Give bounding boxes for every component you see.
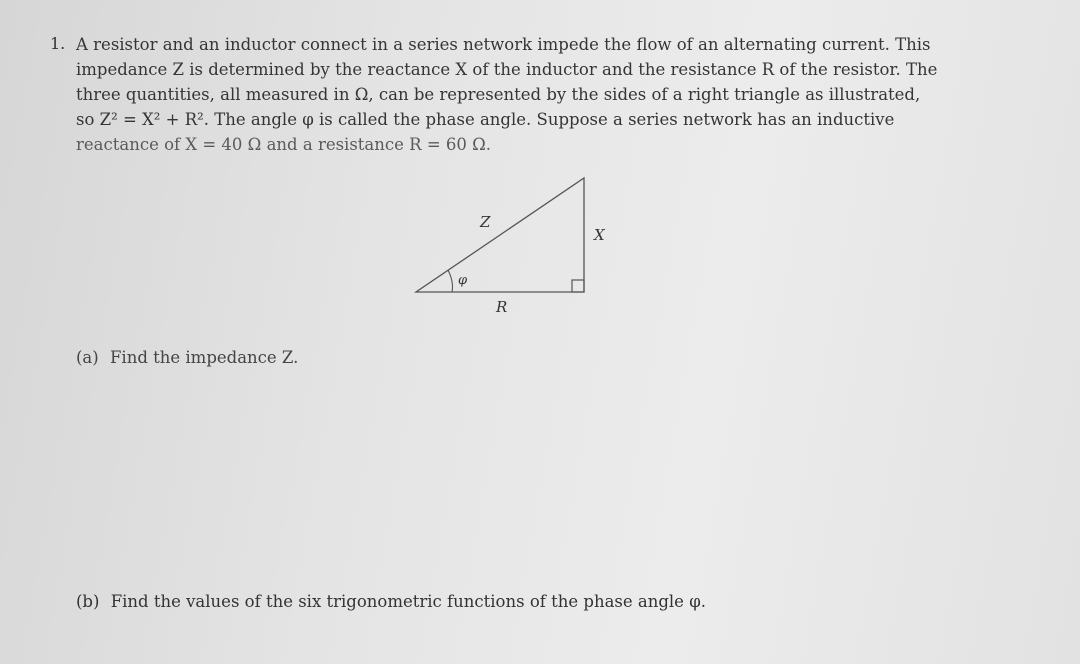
- vertical-side-label: X: [594, 226, 605, 244]
- statement-line-4: so Z² = X² + R². The angle φ is called the phase angle. Suppose a series network has an inductive: [76, 110, 895, 129]
- phase-angle-label: φ: [458, 273, 468, 288]
- triangle-outline: [416, 178, 584, 292]
- part-a-label: (a): [76, 348, 99, 367]
- problem-1: [50, 30, 960, 157]
- part-b-text: Find the values of the six trigonometric functions of the phase angle φ.: [110, 592, 706, 611]
- statement-line-5: reactance of X = 40 Ω and a resistance R = 60 Ω.: [76, 135, 492, 154]
- statement-line-1: A resistor and an inductor connect in a series network impede the flow of an alternating current. This: [76, 35, 931, 54]
- statement-line-2: impedance Z is determined by the reactance X of the inductor and the resistance R of the resistor. The: [76, 60, 938, 79]
- right-triangle-figure: [410, 172, 610, 322]
- right-angle-marker: [572, 280, 584, 292]
- problem-statement: [76, 30, 960, 157]
- problem-number: 1.: [50, 34, 66, 53]
- base-label: R: [496, 298, 508, 316]
- part-a: [76, 348, 298, 367]
- part-b: [76, 592, 706, 611]
- part-b-label: (b): [76, 592, 100, 611]
- angle-arc: [448, 270, 453, 292]
- statement-line-3: three quantities, all measured in Ω, can be represented by the sides of a right triangle as illustrated,: [76, 85, 921, 104]
- part-a-text: Find the impedance Z.: [109, 348, 299, 367]
- hypotenuse-label: Z: [480, 213, 491, 231]
- triangle-diagram: [410, 172, 610, 322]
